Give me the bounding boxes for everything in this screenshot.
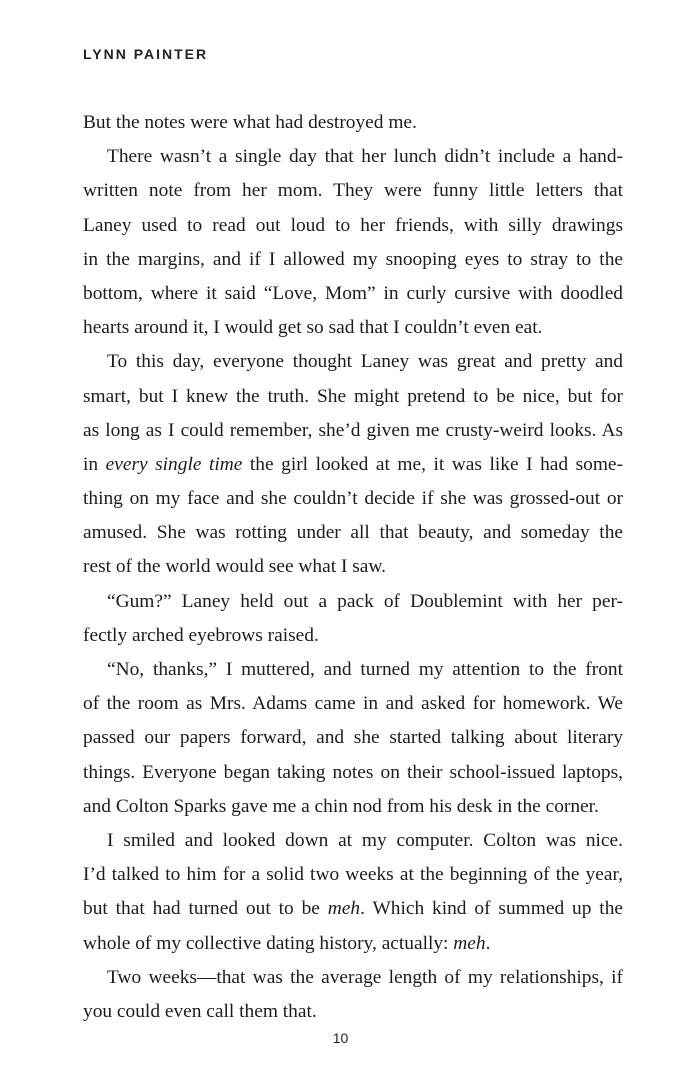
text-line — [83, 550, 623, 584]
text-line — [83, 482, 623, 516]
text-line — [83, 345, 623, 379]
text-run: things. Everyone began taking notes on their school-issued laptops, — [83, 761, 623, 783]
text-line — [83, 824, 623, 858]
text-run: There wasn’t a single day that her lunch didn’t include a hand- — [107, 146, 623, 168]
text-run: and Colton Sparks gave me a chin nod from his desk in the corner. — [83, 795, 599, 817]
text-run: Laney used to read out loud to her friends, with silly drawings — [83, 214, 623, 236]
text-run: of the room as Mrs. Adams came in and asked for homework. We — [83, 693, 623, 715]
text-run: bottom, where it said “Love, Mom” in curly cursive with doodled — [83, 282, 623, 304]
text-line — [83, 243, 623, 277]
italic-text: meh — [327, 898, 361, 920]
text-line — [83, 961, 623, 995]
text-run: . — [485, 932, 491, 954]
text-line — [83, 790, 623, 824]
text-run: To this day, everyone thought Laney was great and pretty and — [107, 351, 623, 373]
text-line — [83, 687, 623, 721]
text-line — [83, 448, 623, 482]
text-run: But the notes were what had destroyed me. — [83, 112, 417, 133]
text-line — [83, 619, 623, 653]
text-run: fectly arched eyebrows raised. — [83, 624, 319, 646]
text-line — [83, 380, 623, 414]
text-run: I smiled and looked down at my computer. Colton was nice. — [107, 829, 623, 851]
text-line — [83, 311, 623, 345]
text-line — [83, 756, 623, 790]
text-run: hearts around it, I would get so sad that I couldn’t even eat. — [83, 317, 543, 339]
text-line — [83, 140, 623, 174]
italic-text: every single time — [105, 453, 243, 475]
running-head: LYNN PAINTER — [83, 46, 209, 62]
text-run: amused. She was rotting under all that beauty, and someday the — [83, 522, 623, 544]
text-line — [83, 585, 623, 619]
text-run: in — [83, 453, 106, 475]
text-run: rest of the world would see what I saw. — [83, 556, 386, 578]
text-line — [83, 927, 623, 961]
text-line — [83, 106, 623, 140]
text-run: Two weeks—that was the average length of my relationships, if — [107, 966, 623, 988]
body-text — [83, 106, 623, 1029]
text-line — [83, 995, 623, 1029]
text-line — [83, 892, 623, 926]
text-line — [83, 721, 623, 755]
text-line — [83, 653, 623, 687]
page-number: 10 — [332, 1030, 349, 1046]
text-run: passed our papers forward, and she started talking about literary — [83, 727, 623, 749]
text-run: you could even call them that. — [83, 1000, 317, 1022]
text-run: thing on my face and she couldn’t decide if she was grossed-out or — [83, 488, 623, 510]
text-run: “No, thanks,” I muttered, and turned my attention to the front — [107, 659, 623, 680]
text-line — [83, 174, 623, 208]
text-run: . Which kind of summed up the — [360, 898, 623, 920]
text-run: written note from her mom. They were funny little letters that — [83, 180, 623, 202]
text-run: as long as I could remember, she’d given me crusty-weird looks. As — [83, 419, 623, 441]
text-line — [83, 414, 623, 448]
text-run: whole of my collective dating history, actually: — [83, 932, 454, 954]
text-line — [83, 858, 623, 892]
text-run: in the margins, and if I allowed my snooping eyes to stray to the — [83, 248, 623, 270]
text-run: the girl looked at me, it was like I had some- — [242, 453, 623, 475]
text-line — [83, 209, 623, 243]
italic-text: meh — [453, 932, 486, 954]
text-run: smart, but I knew the truth. She might pretend to be nice, but for — [83, 385, 623, 407]
text-run: I’d talked to him for a solid two weeks at the beginning of the year, — [83, 864, 623, 886]
text-run: “Gum?” Laney held out a pack of Doublemint with her per- — [107, 590, 623, 612]
text-run: but that had turned out to be — [83, 898, 328, 920]
text-line — [83, 277, 623, 311]
text-line — [83, 516, 623, 550]
